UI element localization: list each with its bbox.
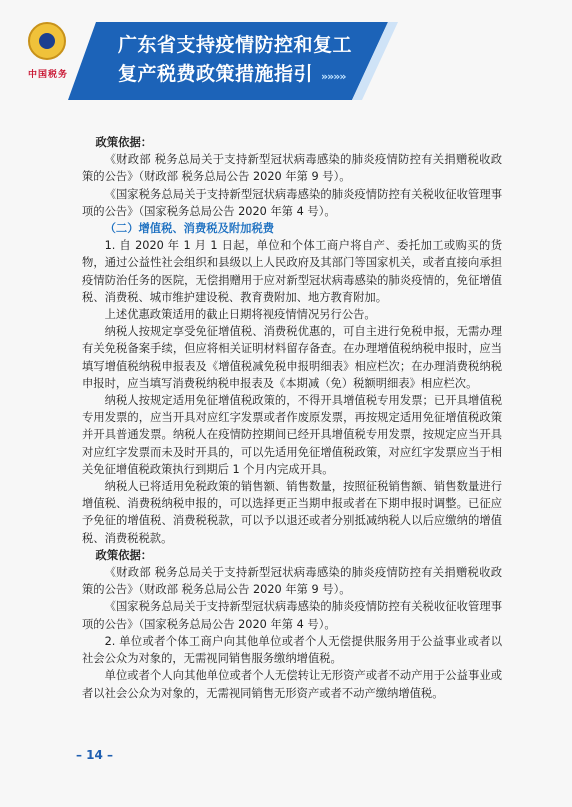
header-title-line2 xyxy=(118,59,345,86)
header-title-line2-text: 复产税费政策措施指引 xyxy=(118,63,314,85)
paragraph: 《财政部 税务总局关于支持新型冠状病毒感染的肺炎疫情防控有关捐赠税收政策的公告》（财政部 税务总局公告 2020 年第 9 号）。 xyxy=(82,566,502,597)
page-header xyxy=(0,0,572,100)
page-number: – 14 – xyxy=(76,748,114,762)
emblem-label: 中国税务 xyxy=(27,70,68,80)
policy-basis-heading: 政策依据： xyxy=(95,136,153,149)
paragraph: 2. 单位或者个体工商户向其他单位或者个人无偿提供服务用于公益事业或者以社会公众为对象的，无需视同销售服务缴纳增值税。 xyxy=(82,634,502,666)
paragraph: 单位或者个人向其他单位或者个人无偿转让无形资产或者不动产用于公益事业或者以社会公众为对象的，无需视同销售无形资产或者不动产缴纳增值税。 xyxy=(82,669,502,700)
paragraph: 纳税人按规定适用免征增值税政策的，不得开具增值税专用发票；已开具增值税专用发票的，应当开具对应红字发票或者作废原发票，再按规定适用免征增值税政策并开具普通发票。纳税人在疫情防控期间已经开具增值税专用发票，按规定应当开具对应红字发票而未及时开具的，可以先适用免征增值税政策，对应红字发票应当于相关免征增值税政策执行到期后 1 个月内完成开具。 xyxy=(82,394,502,476)
paragraph: 1. 自 2020 年 1 月 1 日起，单位和个体工商户将自产、委托加工或购买的货物，通过公益性社会组织和县级以上人民政府及其部门等国家机关，或者直接向承担疫情防治任务的医院，无偿捐赠用于应对新型冠状病毒感染的肺炎疫情的，免征增值税、消费税、城市维护建设税、教育费附加、地方教育附加。 xyxy=(82,239,502,304)
paragraph: 纳税人已将适用免税政策的销售额、销售数量，按照征税销售额、销售数量进行增值税、消费税纳税申报的，可以选择更正当期申报或者在下期申报时调整。已征应予免征的增值税、消费税税款，可以予以退还或者分别抵减纳税人以后应缴纳的增值税、消费税税款。 xyxy=(82,480,502,545)
tax-emblem-icon xyxy=(28,22,66,60)
document-body xyxy=(82,134,502,702)
paragraph: 上述优惠政策适用的截止日期将视疫情情况另行公告。 xyxy=(104,308,376,322)
paragraph: 纳税人按规定享受免征增值税、消费税优惠的，可自主进行免税申报，无需办理有关免税备案手续，但应将相关证明材料留存备查。在办理增值税纳税申报时，应当填写增值税纳税申报表及《增值税减免税申报明细表》相应栏次；在办理消费税纳税申报时，应当填写消费税纳税申报表及《本期减（免）税额明细表》相应栏次。 xyxy=(82,325,502,390)
policy-basis-heading: 政策依据： xyxy=(95,548,153,562)
paragraph: 《国家税务总局关于支持新型冠状病毒感染的肺炎疫情防控有关税收征收管理事项的公告》（国家税务总局公告 2020 年第 4 号）。 xyxy=(82,600,502,631)
paragraph: 《财政部 税务总局关于支持新型冠状病毒感染的肺炎疫情防控有关捐赠税收政策的公告》（财政部 税务总局公告 2020 年第 9 号）。 xyxy=(82,153,502,184)
paragraph: 《国家税务总局关于支持新型冠状病毒感染的肺炎疫情防控有关税收征收管理事项的公告》（国家税务总局公告 2020 年第 4 号）。 xyxy=(82,187,502,218)
section-heading: （二）增值税、消费税及附加税费 xyxy=(104,222,275,236)
header-title-line1: 广东省支持疫情防控和复工 xyxy=(118,34,353,56)
arrows-icon: »»»» xyxy=(321,70,346,83)
